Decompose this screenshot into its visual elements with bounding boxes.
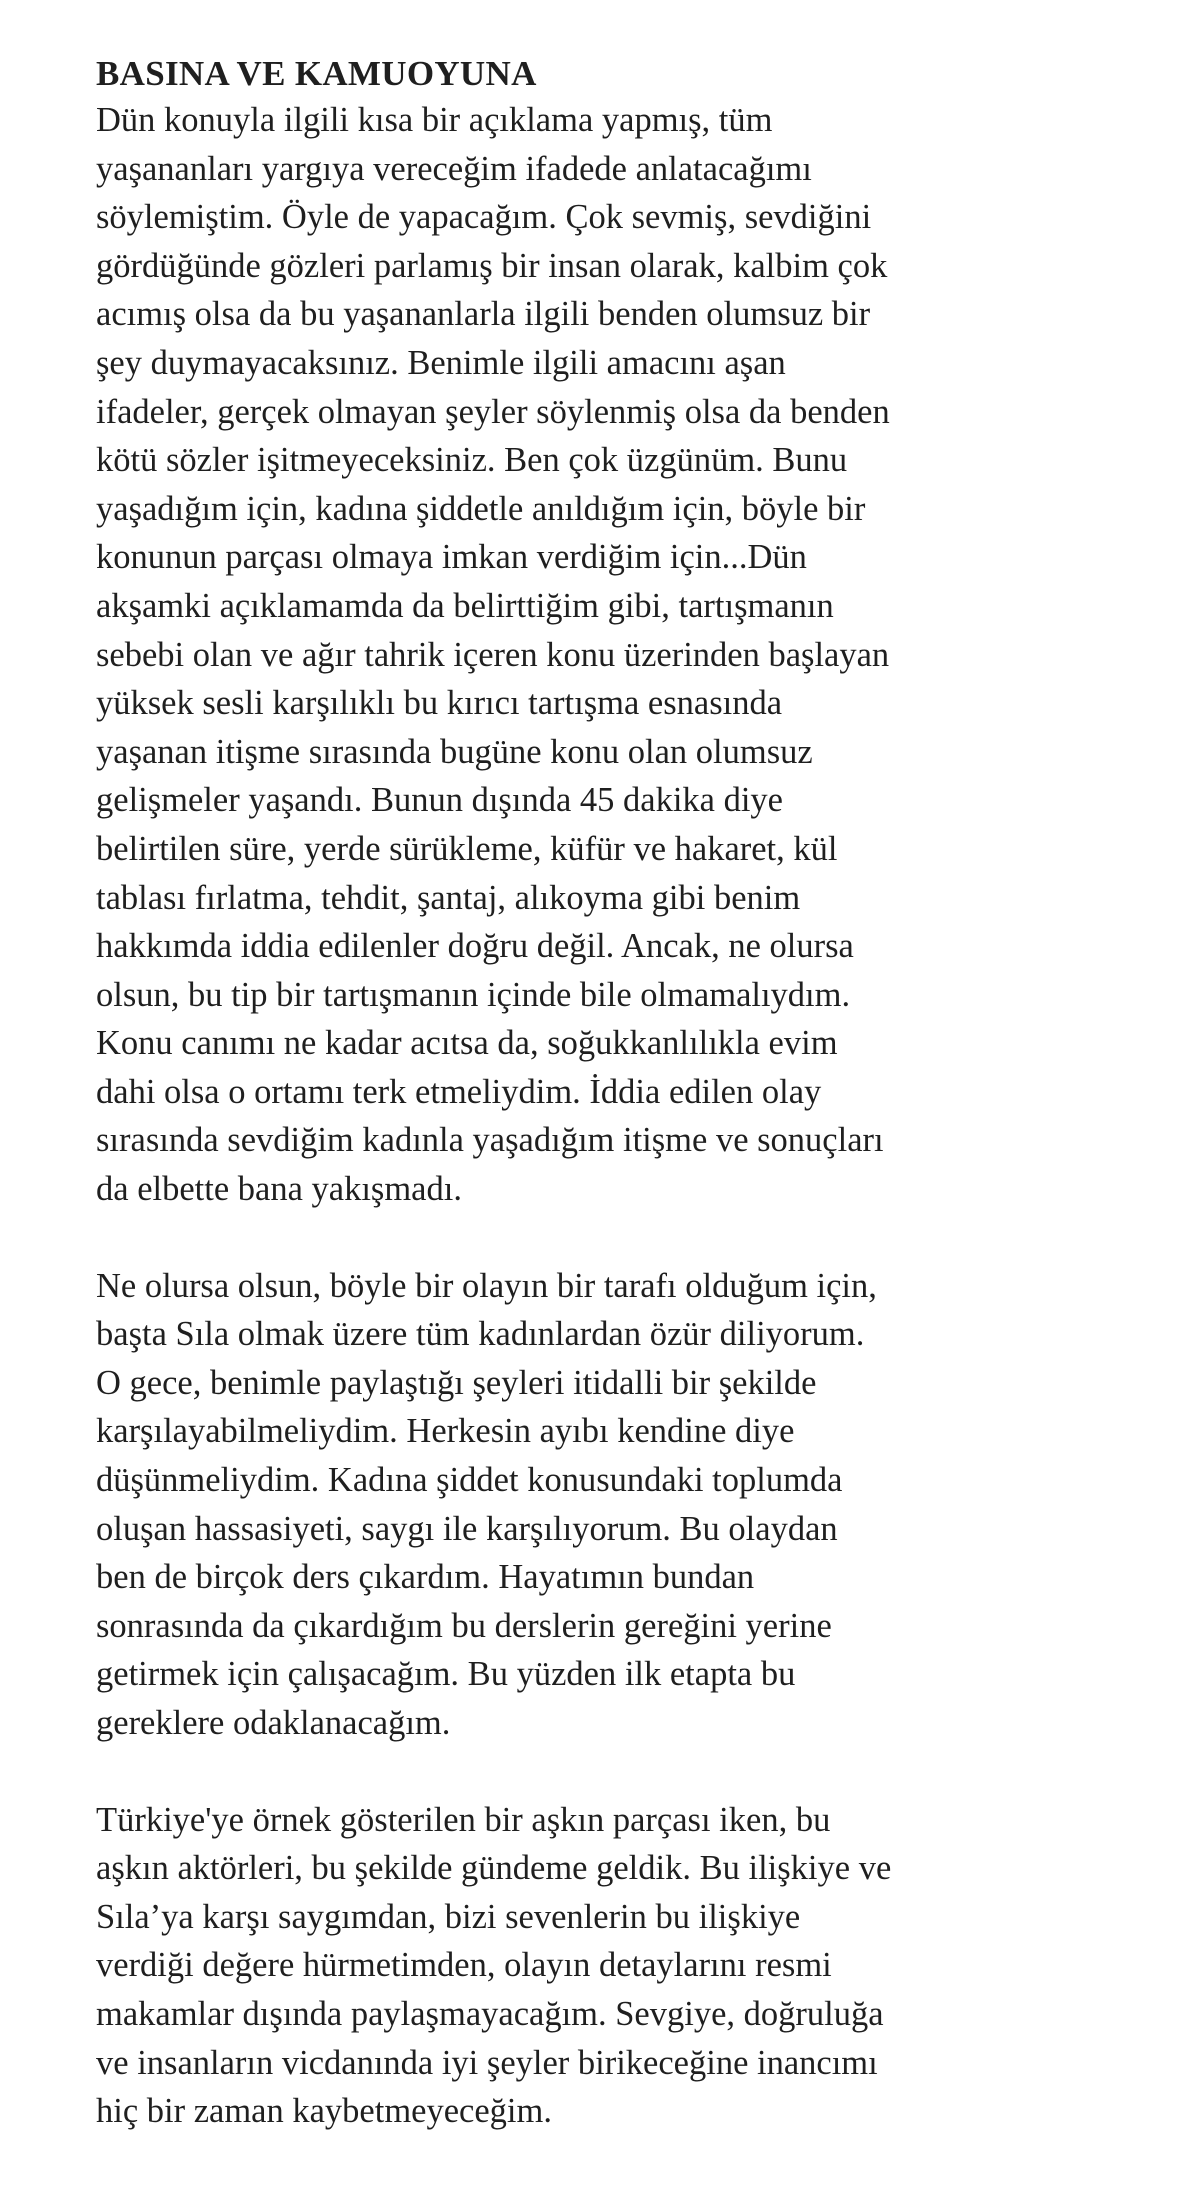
text-line: getirmek için çalışacağım. Bu yüzden ilk etapta bu	[96, 1655, 796, 1694]
text-line: ifadeler, gerçek olmayan şeyler söylenmiş olsa da benden	[96, 392, 890, 431]
text-line: kötü sözler işitmeyeceksiniz. Ben çok üzgünüm. Bunu	[96, 441, 848, 480]
text-line: olsun, bu tip bir tartışmanın içinde bile olmamalıydım.	[96, 975, 851, 1014]
text-line: konunun parçası olmaya imkan verdiğim için...Dün	[96, 538, 807, 577]
text-line: ben de birçok ders çıkardım. Hayatımın bundan	[96, 1558, 755, 1597]
text-line: aşkın aktörleri, bu şekilde gündeme geldik. Bu ilişkiye ve	[96, 1849, 892, 1888]
text-line: Konu canımı ne kadar acıtsa da, soğukkanlılıkla evim	[96, 1024, 838, 1063]
paragraph-3	[96, 1796, 1106, 2136]
text-line: hiç bir zaman kaybetmeyeceğim.	[96, 2092, 552, 2131]
text-line: sebebi olan ve ağır tahrik içeren konu üzerinden başlayan	[96, 635, 890, 674]
paragraph-spacer	[96, 1748, 1106, 1796]
text-line: gelişmeler yaşandı. Bunun dışında 45 dakika diye	[96, 781, 783, 820]
text-line: ve insanların vicdanında iyi şeyler birikeceğine inancımı	[96, 2043, 878, 2082]
text-line: karşılayabilmeliydim. Herkesin ayıbı kendine diye	[96, 1412, 795, 1451]
text-line: yüksek sesli karşılıklı bu kırıcı tartışma esnasında	[96, 684, 783, 723]
text-line: makamlar dışında paylaşmayacağım. Sevgiye, doğruluğa	[96, 1994, 884, 2033]
text-line: acımış olsa da bu yaşananlarla ilgili benden olumsuz bir	[96, 295, 871, 334]
paragraph-1	[96, 96, 1106, 1214]
document-title: BASINA VE KAMUOYUNA	[96, 54, 537, 93]
text-line: O gece, benimle paylaştığı şeyleri itidalli bir şekilde	[96, 1363, 817, 1402]
text-line: şey duymayacaksınız. Benimle ilgili amacını aşan	[96, 343, 786, 382]
text-line: Türkiye'ye örnek gösterilen bir aşkın parçası iken, bu	[96, 1800, 831, 1839]
paragraph-spacer	[96, 1214, 1106, 1262]
text-line: düşünmeliydim. Kadına şiddet konusundaki toplumda	[96, 1461, 843, 1500]
statement-document	[96, 52, 1106, 2136]
text-line: verdiği değere hürmetimden, olayın detaylarını resmi	[96, 1946, 832, 1985]
text-line: yaşanan itişme sırasında bugüne konu olan olumsuz	[96, 732, 813, 771]
text-line: da elbette bana yakışmadı.	[96, 1170, 462, 1209]
text-line: başta Sıla olmak üzere tüm kadınlardan özür diliyorum.	[96, 1315, 865, 1354]
text-line: belirtilen süre, yerde sürükleme, küfür ve hakaret, kül	[96, 829, 838, 868]
text-line: Dün konuyla ilgili kısa bir açıklama yapmış, tüm	[96, 101, 773, 139]
text-line: akşamki açıklamamda da belirttiğim gibi, tartışmanın	[96, 586, 834, 625]
text-line: gördüğünde gözleri parlamış bir insan olarak, kalbim çok	[96, 246, 888, 285]
text-line: sırasında sevdiğim kadınla yaşadığım itişme ve sonuçları	[96, 1121, 884, 1160]
text-line: yaşadığım için, kadına şiddetle anıldığım için, böyle bir	[96, 489, 866, 528]
text-line: dahi olsa o ortamı terk etmeliydim. İddia edilen olay	[96, 1072, 822, 1111]
text-line: tablası fırlatma, tehdit, şantaj, alıkoyma gibi benim	[96, 878, 801, 917]
text-line: sonrasında da çıkardığım bu derslerin gereğini yerine	[96, 1606, 832, 1645]
text-line: oluşan hassasiyeti, saygı ile karşılıyorum. Bu olaydan	[96, 1509, 838, 1548]
text-line: hakkımda iddia edilenler doğru değil. Ancak, ne olursa	[96, 927, 854, 966]
text-line: söylemiştim. Öyle de yapacağım. Çok sevmiş, sevdiğini	[96, 198, 872, 237]
paragraph-2	[96, 1262, 1106, 1748]
text-line: gereklere odaklanacağım.	[96, 1704, 451, 1742]
text-line: Sıla’ya karşı saygımdan, bizi sevenlerin bu ilişkiye	[96, 1897, 801, 1936]
text-line: yaşananları yargıya vereceğim ifadede anlatacağımı	[96, 149, 812, 188]
text-line: Ne olursa olsun, böyle bir olayın bir tarafı olduğum için,	[96, 1266, 877, 1305]
